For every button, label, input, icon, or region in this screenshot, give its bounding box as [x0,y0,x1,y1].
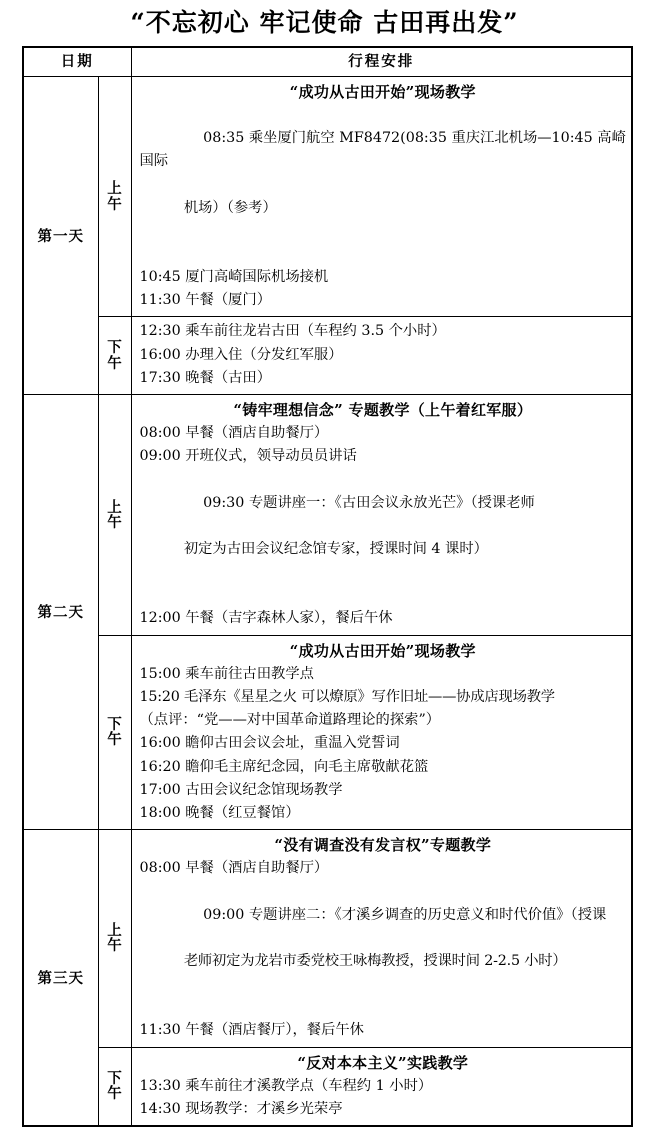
table-row [23,394,632,635]
table-header-row [23,47,632,77]
part-char: 下 午 [107,339,122,372]
day-label-3: 第三天 [23,830,98,1127]
schedule-line: 08:00 早餐（酒店自助餐厅） [139,860,329,877]
schedule-line: 09:30 专题讲座一：《古田会议永放光芒》（授课老师 初定为古田会议纪念馆专家，授课时间 4 课时） [183,494,535,557]
table-row [23,76,632,317]
table-row [23,635,632,829]
session-cell-day2-morning [131,394,632,635]
schedule-line: 18:00 晚餐（红豆餐馆） [139,804,300,821]
schedule-line: 12:00 午餐（吉字森林人家），餐后午休 [139,610,393,627]
part-char: 上 午 [107,498,122,531]
column-header-itinerary: 行程安排 [131,47,632,77]
part-label-day3-afternoon [98,1047,131,1126]
session-heading: “成功从古田开始”现场教学 [289,82,476,101]
page-title: “不忘初心 牢记使命 古田再出发” [130,8,519,37]
part-label-day3-morning [98,830,131,1048]
session-cell-day1-afternoon [131,317,632,394]
session-heading: “成功从古田开始”现场教学 [289,641,476,660]
schedule-line: 13:30 乘车前往才溪教学点（车程约 1 小时） [139,1077,433,1094]
part-char: 下 午 [107,1070,122,1103]
part-char: 上 午 [107,180,122,213]
schedule-line: 11:30 午餐（厦门） [139,292,272,309]
session-heading: “没有调查没有发言权”专题教学 [274,836,492,855]
table-row [23,1047,632,1126]
session-cell-day2-afternoon [131,635,632,829]
table-row [23,830,632,1048]
part-label-day1-afternoon [98,317,131,394]
schedule-line: 08:35 乘坐厦门航空 MF8472(08:35 重庆江北机场—10:45 高崎国际 机场）（参考） [139,130,626,216]
session-heading: “铸牢理想信念” 专题教学（上午着红军服） [233,400,533,419]
session-cell-day3-morning [131,830,632,1048]
part-label-day2-afternoon [98,635,131,829]
schedule-line: 12:30 乘车前往龙岩古田（车程约 3.5 个小时） [139,323,446,340]
session-cell-day3-afternoon [131,1047,632,1126]
column-header-date: 日期 [23,47,131,77]
schedule-line: 08:00 早餐（酒店自助餐厅） [139,425,329,442]
day-label-2: 第二天 [23,394,98,829]
schedule-line: 16:20 瞻仰毛主席纪念园，向毛主席敬献花篮 [139,758,429,775]
part-char: 上 午 [107,922,122,955]
schedule-table [22,46,633,1127]
schedule-line: 09:00 专题讲座二：《才溪乡调查的历史意义和时代价值》（授课 老师初定为龙岩市委党校王咏梅教授，授课时间 2-2.5 小时） [183,906,607,969]
session-cell-day1-morning [131,76,632,317]
schedule-line: （点评：“党——对中国革命道路理论的探索”） [139,712,441,729]
part-label-day2-morning [98,394,131,635]
schedule-line: 10:45 厦门高崎国际机场接机 [139,269,329,286]
session-heading: “反对本本主义”实践教学 [297,1053,469,1072]
schedule-line: 11:30 午餐（酒店餐厅），餐后午休 [139,1022,364,1039]
part-char: 下 午 [107,716,122,749]
schedule-line: 17:30 晚餐（古田） [139,369,272,386]
schedule-line: 09:00 开班仪式，领导动员员讲话 [139,448,357,465]
day-label-1: 第一天 [23,76,98,394]
schedule-line: 16:00 瞻仰古田会议会址，重温入党誓词 [139,735,400,752]
schedule-line: 15:20 毛泽东《星星之火 可以燎原》写作旧址——协成店现场教学 [139,689,555,706]
schedule-line: 14:30 现场教学：才溪乡光荣亭 [139,1101,343,1118]
schedule-line: 17:00 古田会议纪念馆现场教学 [139,781,343,798]
schedule-line: 16:00 办理入住（分发红军服） [139,346,343,363]
part-label-day1-morning [98,76,131,317]
schedule-line: 15:00 乘车前往古田教学点 [139,665,314,682]
table-row [23,317,632,394]
